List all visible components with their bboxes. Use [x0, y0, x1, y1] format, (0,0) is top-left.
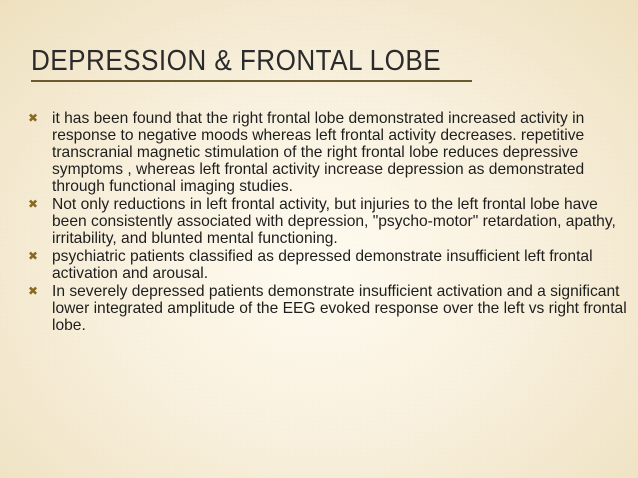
bullet-marker-icon: ✖ — [28, 284, 39, 298]
bullet-text: Not only reductions in left frontal activity, but injuries to the left frontal lobe have been consistently associated with depression, "psycho-motor" retardation, apathy, irritability, and blunted mental functioning. — [52, 196, 616, 247]
bullet-item — [28, 283, 628, 334]
bullet-text: it has been found that the right frontal lobe demonstrated increased activity in response to negative moods whereas left frontal activity decreases. repetitive transcranial magnetic stimulation of the right frontal lobe reduces depressive symptoms , whereas left frontal activity increase depression as demonstrated through functional imaging studies. — [52, 110, 585, 195]
bullet-marker-icon: ✖ — [28, 249, 39, 263]
bullet-list — [28, 110, 628, 335]
bullet-marker-icon: ✖ — [28, 197, 39, 211]
bullet-item — [28, 248, 628, 282]
slide-title: DEPRESSION & FRONTAL LOBE — [31, 45, 442, 77]
bullet-item — [28, 110, 628, 195]
bullet-text: In severely depressed patients demonstrate insufficient activation and a significant lower integrated amplitude of the EEG evoked response over the left vs right frontal lobe. — [52, 283, 627, 334]
bullet-item — [28, 196, 628, 247]
title-underline — [31, 80, 472, 82]
bullet-marker-icon: ✖ — [28, 111, 39, 125]
bullet-text: psychiatric patients classified as depressed demonstrate insufficient left frontal activation and arousal. — [52, 248, 593, 282]
